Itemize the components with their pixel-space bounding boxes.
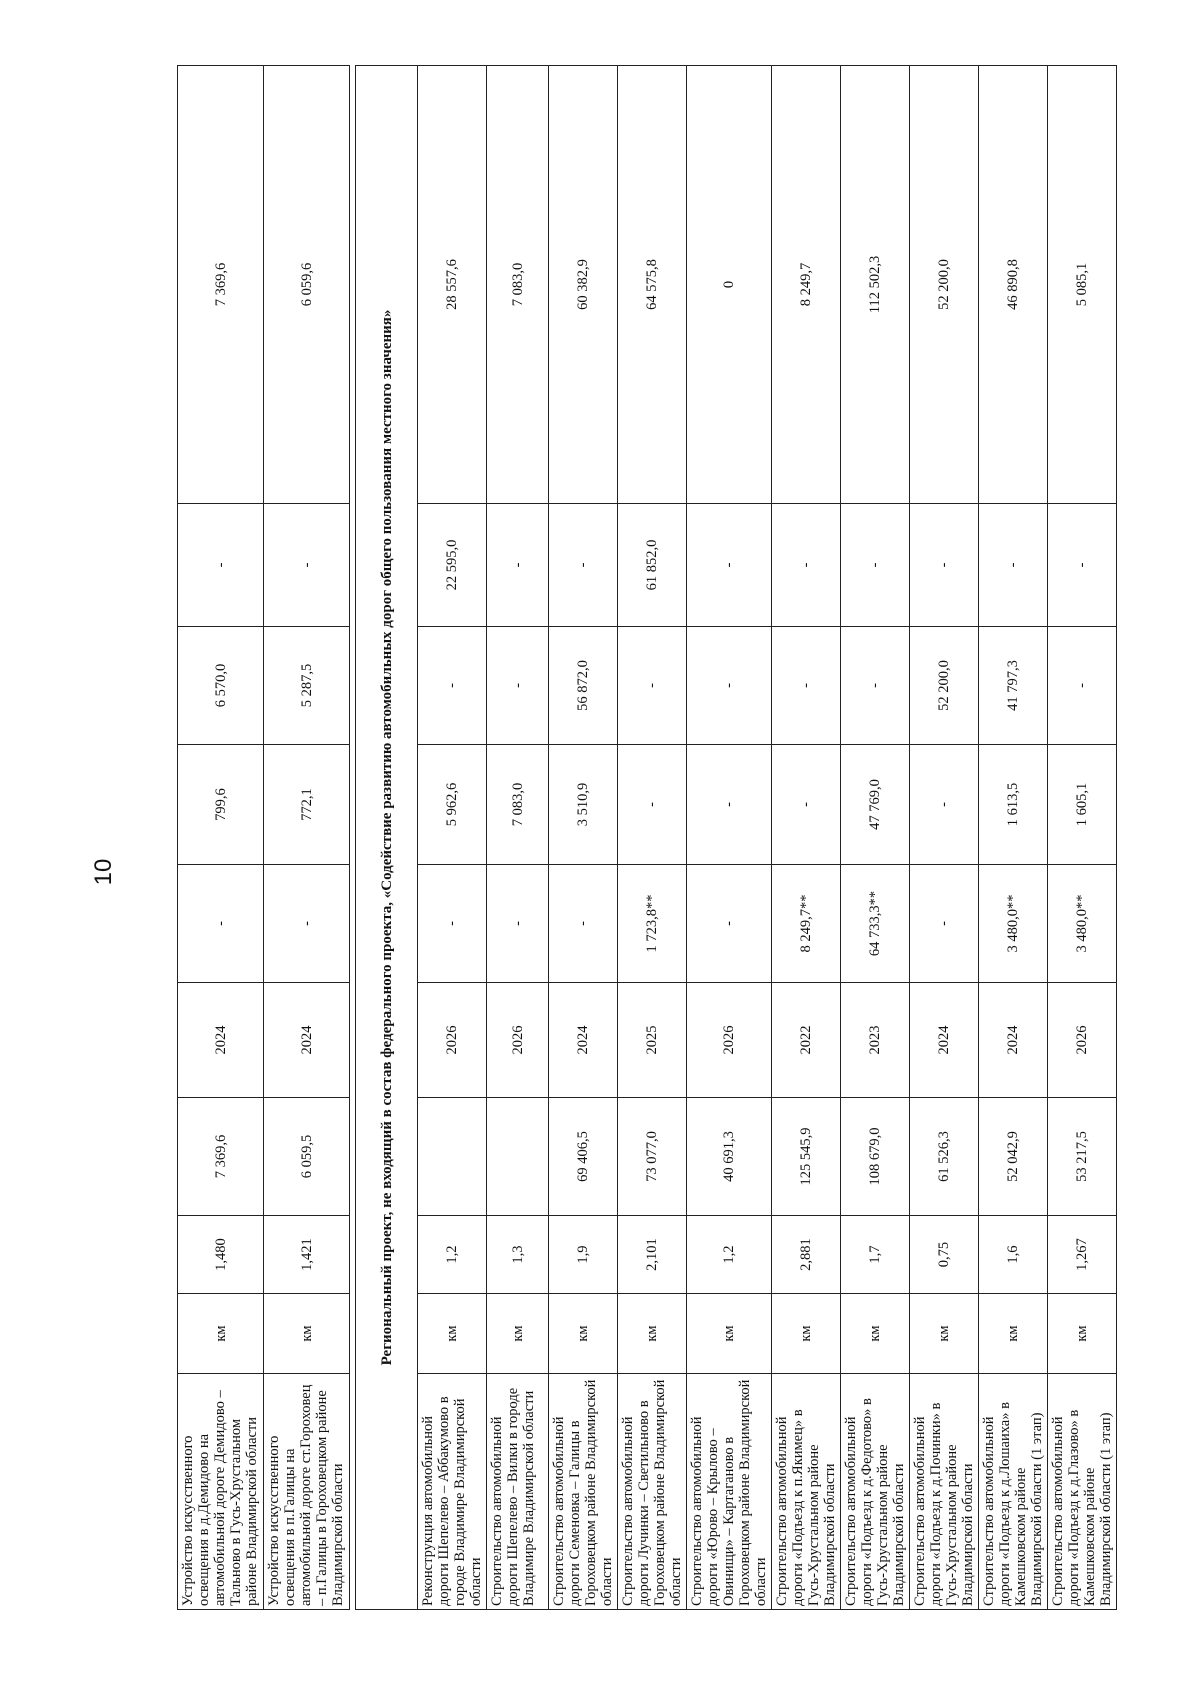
value-cell-2: - [618, 745, 687, 865]
value-cell-4: - [772, 504, 841, 627]
value-cell-4: - [1048, 504, 1117, 627]
unit-cell: км [618, 1294, 687, 1374]
value-cell-5: 52 200,0 [910, 66, 979, 504]
name-cell: Строительство автомобильной дороги «Подъезд к п.Якимец» в Гусь-Хрустальном районе Владимирской области [772, 1374, 841, 1610]
table-row [264, 66, 350, 1610]
name-cell: Реконструкция автомобильной дороги Шепелево – Аббакумово в городе Владимире Владимирской области [418, 1374, 487, 1610]
length-cell: 1,2 [687, 1216, 772, 1294]
year-cell: 2026 [418, 983, 487, 1098]
value-cell-1: - [487, 865, 549, 983]
value-cell-2: 1 605,1 [1048, 745, 1117, 865]
table-row [910, 66, 979, 1610]
value-cell-5: 6 059,6 [264, 66, 350, 504]
unit-cell: км [487, 1294, 549, 1374]
value-cell-3: - [487, 627, 549, 745]
value-cell-4: - [178, 504, 264, 627]
unit-cell: км [687, 1294, 772, 1374]
value-cell-2: 5 962,6 [418, 745, 487, 865]
unit-cell: км [772, 1294, 841, 1374]
value-cell-4: - [687, 504, 772, 627]
value-cell-4: 61 852,0 [618, 504, 687, 627]
year-cell: 2026 [687, 983, 772, 1098]
value-cell-4: - [487, 504, 549, 627]
length-cell: 1,2 [418, 1216, 487, 1294]
cost-cell [487, 1098, 549, 1216]
length-cell: 1,480 [178, 1216, 264, 1294]
value-cell-3: - [1048, 627, 1117, 745]
length-cell: 1,3 [487, 1216, 549, 1294]
name-cell: Строительство автомобильной дороги «Подъезд к д.Починки» в Гусь-Хрустальном районе Владимирской области [910, 1374, 979, 1610]
length-cell: 1,9 [549, 1216, 618, 1294]
unit-cell: км [1048, 1294, 1117, 1374]
year-cell: 2026 [1048, 983, 1117, 1098]
value-cell-3: - [772, 627, 841, 745]
value-cell-5: 60 382,9 [549, 66, 618, 504]
cost-cell: 7 369,6 [178, 1098, 264, 1216]
value-cell-2: 772,1 [264, 745, 350, 865]
value-cell-5: 8 249,7 [772, 66, 841, 504]
table-row [1048, 66, 1117, 1610]
length-cell: 1,7 [841, 1216, 910, 1294]
year-cell: 2024 [910, 983, 979, 1098]
value-cell-3: 41 797,3 [979, 627, 1048, 745]
value-cell-1: - [549, 865, 618, 983]
table-row [487, 66, 549, 1610]
value-cell-4: 22 595,0 [418, 504, 487, 627]
table-row [178, 66, 264, 1610]
year-cell: 2023 [841, 983, 910, 1098]
value-cell-1: 3 480,0** [1048, 865, 1117, 983]
value-cell-4: - [841, 504, 910, 627]
value-cell-4: - [264, 504, 350, 627]
section-header-row [356, 66, 418, 1610]
value-cell-3: - [687, 627, 772, 745]
value-cell-5: 5 085,1 [1048, 66, 1117, 504]
name-cell: Строительство автомобильной дороги «Подъезд к д.Федотово» в Гусь-Хрустальном районе Владимирской области [841, 1374, 910, 1610]
table-row [618, 66, 687, 1610]
name-cell: Строительство автомобильной дороги «Подъезд к д.Лошаиха» в Камешковском районе Владимирской области (1 этап) [979, 1374, 1048, 1610]
page-number: 10 [90, 858, 117, 886]
value-cell-1: 3 480,0** [979, 865, 1048, 983]
table-row [979, 66, 1048, 1610]
value-cell-5: 7 369,6 [178, 66, 264, 504]
value-cell-2: - [910, 745, 979, 865]
name-cell: Устройство искусственного освещения в д.Демидово на автомобильной дороге Демидово – Тальново в Гусь-Хрустальном районе Владимирской области [178, 1374, 264, 1610]
unit-cell: км [979, 1294, 1048, 1374]
name-cell: Строительство автомобильной дороги Шепелево – Вилки в городе Владимире Владимирской области [487, 1374, 549, 1610]
value-cell-2: 3 510,9 [549, 745, 618, 865]
rotated-table-wrapper [177, 66, 1185, 1610]
year-cell: 2022 [772, 983, 841, 1098]
length-cell: 0,75 [910, 1216, 979, 1294]
table-row [549, 66, 618, 1610]
length-cell: 2,881 [772, 1216, 841, 1294]
table-body [178, 66, 1117, 1610]
value-cell-5: 64 575,8 [618, 66, 687, 504]
value-cell-2: 1 613,5 [979, 745, 1048, 865]
value-cell-1: - [687, 865, 772, 983]
value-cell-1: 8 249,7** [772, 865, 841, 983]
table-row [687, 66, 772, 1610]
value-cell-2: 799,6 [178, 745, 264, 865]
name-cell: Устройство искусственного освещения в п.Галицы на автомобильной дороге ст.Гороховец – п.Галицы в Гороховецком районе Владимирской области [264, 1374, 350, 1610]
value-cell-5: 0 [687, 66, 772, 504]
value-cell-3: 52 200,0 [910, 627, 979, 745]
year-cell: 2026 [487, 983, 549, 1098]
value-cell-1: - [418, 865, 487, 983]
unit-cell: км [910, 1294, 979, 1374]
value-cell-3: 6 570,0 [178, 627, 264, 745]
value-cell-5: 7 083,0 [487, 66, 549, 504]
unit-cell: км [178, 1294, 264, 1374]
length-cell: 2,101 [618, 1216, 687, 1294]
unit-cell: км [841, 1294, 910, 1374]
value-cell-5: 28 557,6 [418, 66, 487, 504]
value-cell-3: - [841, 627, 910, 745]
cost-cell: 6 059,5 [264, 1098, 350, 1216]
length-cell: 1,6 [979, 1216, 1048, 1294]
value-cell-5: 112 502,3 [841, 66, 910, 504]
table-row [418, 66, 487, 1610]
value-cell-1: - [178, 865, 264, 983]
cost-cell: 69 406,5 [549, 1098, 618, 1216]
cost-cell: 53 217,5 [1048, 1098, 1117, 1216]
table-row [841, 66, 910, 1610]
value-cell-5: 46 890,8 [979, 66, 1048, 504]
value-cell-1: 64 733,3** [841, 865, 910, 983]
name-cell: Строительство автомобильной дороги «Подъезд к д.Глазово» в Камешковском районе Владимирской области (1 этап) [1048, 1374, 1117, 1610]
cost-cell: 61 526,3 [910, 1098, 979, 1216]
value-cell-3: 5 287,5 [264, 627, 350, 745]
year-cell: 2024 [178, 983, 264, 1098]
name-cell: Строительство автомобильной дороги Семеновка – Галицы в Гороховецком районе Владимирской области [549, 1374, 618, 1610]
name-cell: Строительство автомобильной дороги «Юрово – Крылово – Овинищи» – Картаганово в Гороховецком районе Владимирской области [687, 1374, 772, 1610]
unit-cell: км [418, 1294, 487, 1374]
section-header: Региональный проект, не входящий в состав федерального проекта, «Содействие развитию автомобильных дорог общего пользования местного значения» [356, 66, 418, 1610]
unit-cell: км [549, 1294, 618, 1374]
value-cell-4: - [549, 504, 618, 627]
value-cell-1: - [910, 865, 979, 983]
cost-cell: 108 679,0 [841, 1098, 910, 1216]
value-cell-2: - [772, 745, 841, 865]
data-table [177, 65, 1117, 1610]
table-row [772, 66, 841, 1610]
value-cell-4: - [979, 504, 1048, 627]
value-cell-1: - [264, 865, 350, 983]
name-cell: Строительство автомобильной дороги Лучинки – Светильново в Гороховецком районе Владимирской области [618, 1374, 687, 1610]
cost-cell: 73 077,0 [618, 1098, 687, 1216]
cost-cell [418, 1098, 487, 1216]
value-cell-2: - [687, 745, 772, 865]
year-cell: 2025 [618, 983, 687, 1098]
year-cell: 2024 [264, 983, 350, 1098]
unit-cell: км [264, 1294, 350, 1374]
cost-cell: 40 691,3 [687, 1098, 772, 1216]
value-cell-2: 47 769,0 [841, 745, 910, 865]
value-cell-2: 7 083,0 [487, 745, 549, 865]
length-cell: 1,421 [264, 1216, 350, 1294]
value-cell-4: - [910, 504, 979, 627]
cost-cell: 125 545,9 [772, 1098, 841, 1216]
value-cell-3: - [618, 627, 687, 745]
year-cell: 2024 [549, 983, 618, 1098]
length-cell: 1,267 [1048, 1216, 1117, 1294]
year-cell: 2024 [979, 983, 1048, 1098]
value-cell-1: 1 723,8** [618, 865, 687, 983]
value-cell-3: 56 872,0 [549, 627, 618, 745]
value-cell-3: - [418, 627, 487, 745]
cost-cell: 52 042,9 [979, 1098, 1048, 1216]
